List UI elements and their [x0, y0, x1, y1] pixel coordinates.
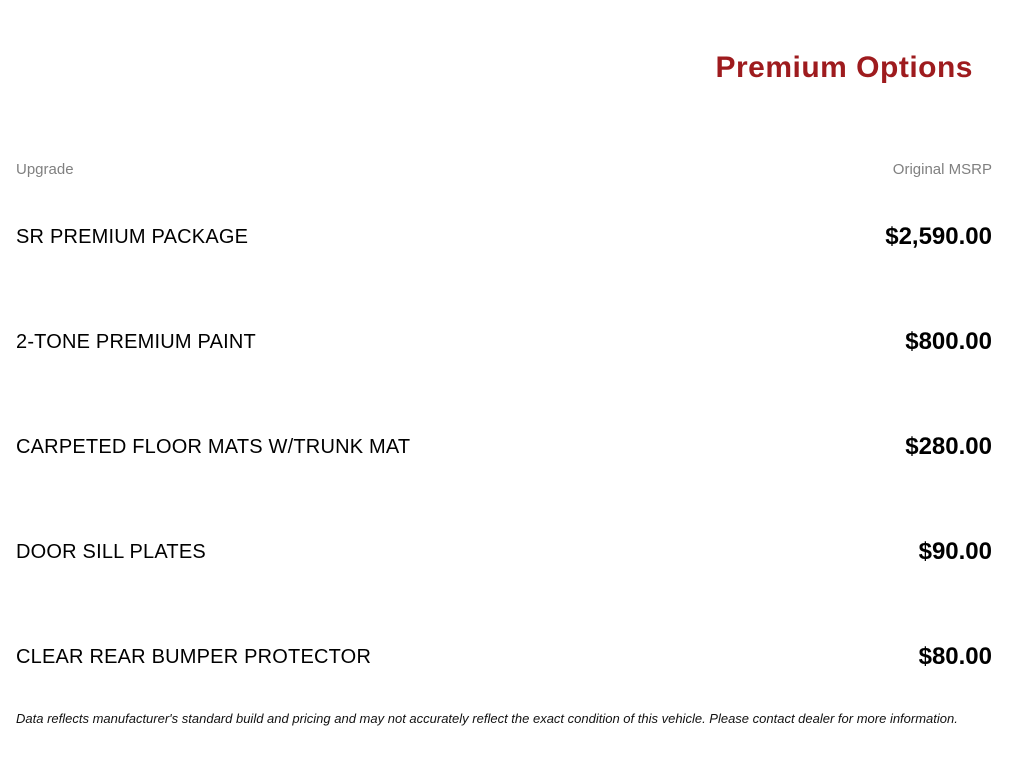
option-label: 2-TONE PREMIUM PAINT [16, 330, 256, 353]
column-header-original-msrp: Original MSRP [892, 161, 992, 178]
option-label: CARPETED FLOOR MATS W/TRUNK MAT [16, 435, 411, 458]
options-table-header [16, 161, 992, 178]
disclaimer-text: Data reflects manufacturer's standard build and pricing and may not accurately reflect the exact condition of this vehicle. Please contact dealer for more information. [16, 711, 958, 726]
option-price: $280.00 [905, 433, 992, 460]
table-row [16, 537, 992, 567]
option-label: DOOR SILL PLATES [16, 540, 206, 563]
option-price: $800.00 [905, 328, 992, 355]
table-row [16, 642, 992, 672]
column-header-upgrade: Upgrade [16, 161, 74, 178]
option-label: SR PREMIUM PACKAGE [16, 225, 249, 248]
option-price: $80.00 [918, 643, 992, 670]
option-label: CLEAR REAR BUMPER PROTECTOR [16, 645, 372, 668]
option-price: $2,590.00 [885, 223, 992, 250]
option-price: $90.00 [918, 538, 992, 565]
table-row [16, 327, 992, 357]
table-row [16, 432, 992, 462]
table-row [16, 222, 992, 252]
page-title: Premium Options [715, 51, 973, 84]
